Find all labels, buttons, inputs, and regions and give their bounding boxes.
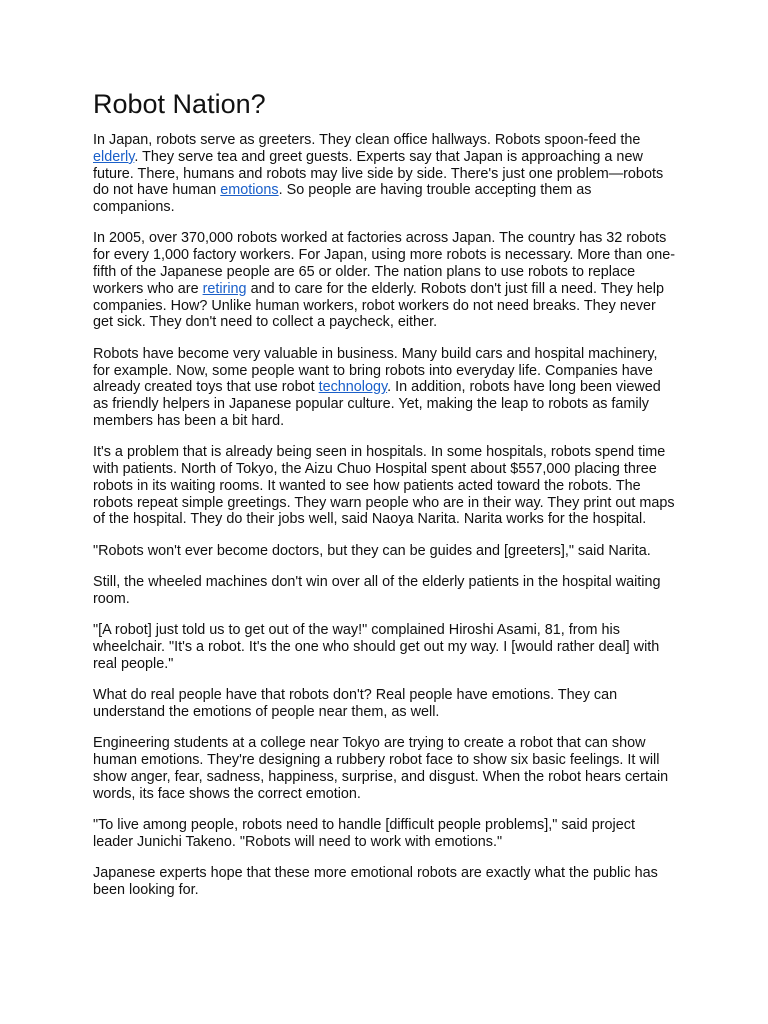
link-emotions[interactable]: emotions [220,182,279,199]
link-technology[interactable]: technology [318,379,388,396]
document-page [93,88,677,913]
paragraph-3-text-b: . In addition, robots have long been viewed as friendly helpers in Japanese popular culture. Yet, making the leap to robots as family members has been a bit hard. [93,379,661,429]
paragraph-1-text-b: . They serve tea and greet guests. Experts say that Japan is approaching a new future. There, humans and robots may live side by side. There's just one problem—robots do not have human [93,148,664,199]
paragraph-9: Engineering students at a college near Tokyo are trying to create a robot that can show human emotions. They're designing a rubbery robot face to show six basic feelings. It will show anger, fear, sadness, happiness, surprise, and disgust. When the robot hears certain words, its face shows the correct emotion. [93,735,669,802]
paragraph-6: Still, the wheeled machines don't win over all of the elderly patients in the hospital waiting room. [93,574,661,607]
link-retiring[interactable]: retiring [202,280,247,297]
paragraph-3-text-a: Robots have become very valuable in business. Many build cars and hospital machinery, for example. Now, some people want to bring robots into everyday life. Companies have already created toys that use robot [93,345,658,396]
paragraph-10: "To live among people, robots need to handle [difficult people problems]," said project leader Junichi Takeno. "Robots will need to work with emotions." [93,816,635,850]
paragraph-2-text-b: and to care for the elderly. Robots don't just fill a need. They help companies. How? Unlike human workers, robot workers do not need breaks. They never get sick. They don't need to collect a paycheck, either. [93,280,664,331]
paragraph-1 [93,132,677,216]
paragraph-8: What do real people have that robots don't? Real people have emotions. They can understand the emotions of people near them, as well. [93,687,618,720]
paragraph-1-text-c: . So people are having trouble accepting them as companions. [93,182,592,216]
paragraph-4: It's a problem that is already being seen in hospitals. In some hospitals, robots spend time with patients. North of Tokyo, the Aizu Chuo Hospital spent about $557,000 placing three robots in its waiting rooms. It wanted to see how patients acted toward the robots. The robots repeat simple greetings. They warn people who are in their way. They print out maps of the hospital. They do their jobs well, said Naoya Narita. Narita works for the hospital. [93,444,675,528]
paragraph-2-text-a: In 2005, over 370,000 robots worked at factories across Japan. The country has 32 robots for every 1,000 factory workers. For Japan, using more robots is necessary. More than one-fifth of the Japanese people are 65 or older. The nation plans to use robots to replace workers who are [93,230,676,297]
article-title: Robot Nation? [93,89,266,119]
paragraph-1-text-a: In Japan, robots serve as greeters. They clean office hallways. Robots spoon-feed the [93,132,641,148]
link-elderly[interactable]: elderly [93,148,135,165]
paragraph-7: "[A robot] just told us to get out of the way!" complained Hiroshi Asami, 81, from his wheelchair. "It's a robot. It's the one who should get out my way. I [would rather deal] with real people." [93,622,660,672]
paragraph-3 [93,346,677,430]
paragraph-11: Japanese experts hope that these more emotional robots are exactly what the public has been looking for. [93,864,658,898]
paragraph-5: "Robots won't ever become doctors, but they can be guides and [greeters]," said Narita. [93,542,651,559]
paragraph-2 [93,230,677,331]
